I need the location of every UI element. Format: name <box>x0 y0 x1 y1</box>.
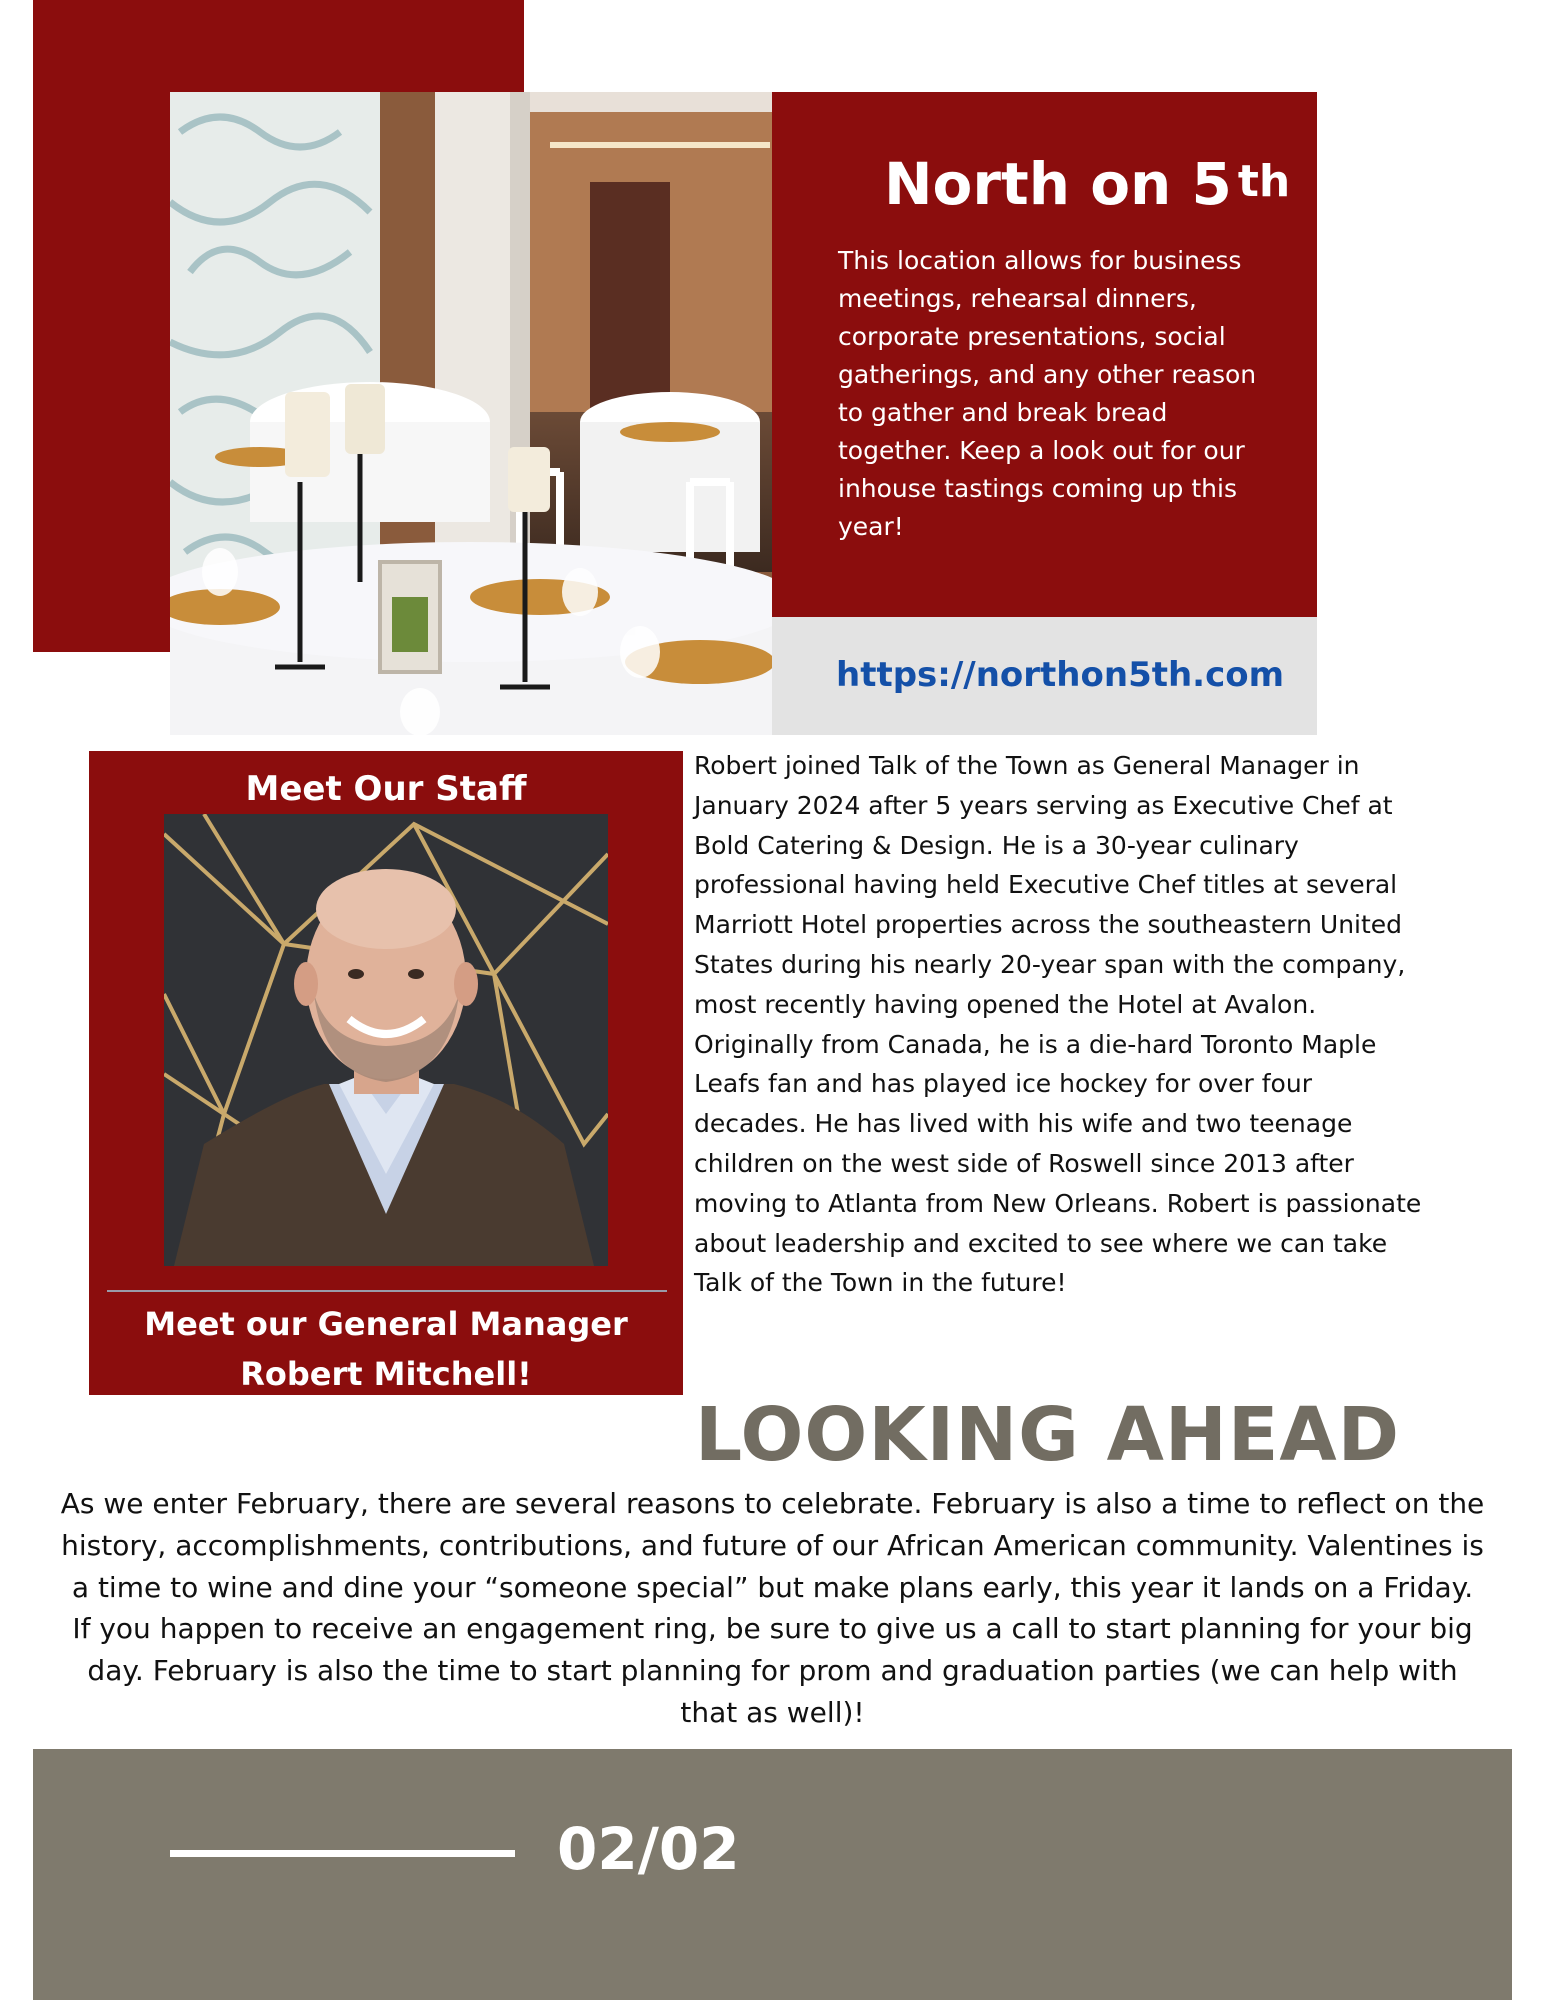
manager-bio: Robert joined Talk of the Town as General Manager in January 2024 after 5 years serving as Executive Chef at Bold Catering & Design. He is a 30-year culinary professional having held Executive Chef titles at several Marriott Hotel properties across the southeastern United States during his nearly 20-year span with the company, most recently having opened the Hotel at Avalon. Originally from Canada, he is a die-hard Toronto Maple Leafs fan and has played ice hockey for over four decades. He has lived with his wife and two teenage children on the west side of Roswell since 2013 after moving to Atlanta from New Orleans. Robert is passionate about leadership and excited to see where we can take Talk of the Town in the future! <box>694 751 1422 1298</box>
staff-card <box>89 751 683 1395</box>
staff-name: Robert Mitchell! <box>240 1355 532 1393</box>
looking-ahead-heading: LOOKING AHEAD <box>695 1392 1401 1478</box>
staff-caption <box>89 1299 683 1399</box>
footer-rule <box>170 1850 515 1857</box>
staff-heading: Meet Our Staff <box>245 769 527 809</box>
staff-caption-line: Meet our General Manager <box>144 1305 628 1343</box>
venue-url-bar <box>772 617 1317 735</box>
venue-info-panel <box>772 92 1317 617</box>
page-number: 02/02 <box>557 1815 740 1883</box>
looking-ahead-text: As we enter February, there are several reasons to celebrate. February is also a time to reflect on the history, accomplishments, contributions, and future of our African American community. Valentines is a time to wine and dine your “someone special” but make plans early, this year it lands on a Friday. If you happen to receive an engagement ring, be sure to give us a call to start planning for your big day. February is also the time to start planning for prom and graduation parties (we can help with that as well)! <box>60 1487 1485 1729</box>
footer-band <box>33 1749 1512 2000</box>
banquet-hall-photo <box>170 92 772 735</box>
manager-portrait-photo <box>164 814 608 1266</box>
venue-title-suffix: th <box>1237 156 1291 207</box>
venue-title <box>884 150 1290 218</box>
venue-description: This location allows for business meetings, rehearsal dinners, corporate presentations, social gatherings, and any other reason to gather and break bread together. Keep a look out for our inhouse tastings coming up this year! <box>838 246 1257 541</box>
venue-title-main: North on 5 <box>884 150 1232 218</box>
venue-website-link[interactable]: https://northon5th.com <box>836 655 1285 695</box>
divider <box>107 1290 667 1292</box>
